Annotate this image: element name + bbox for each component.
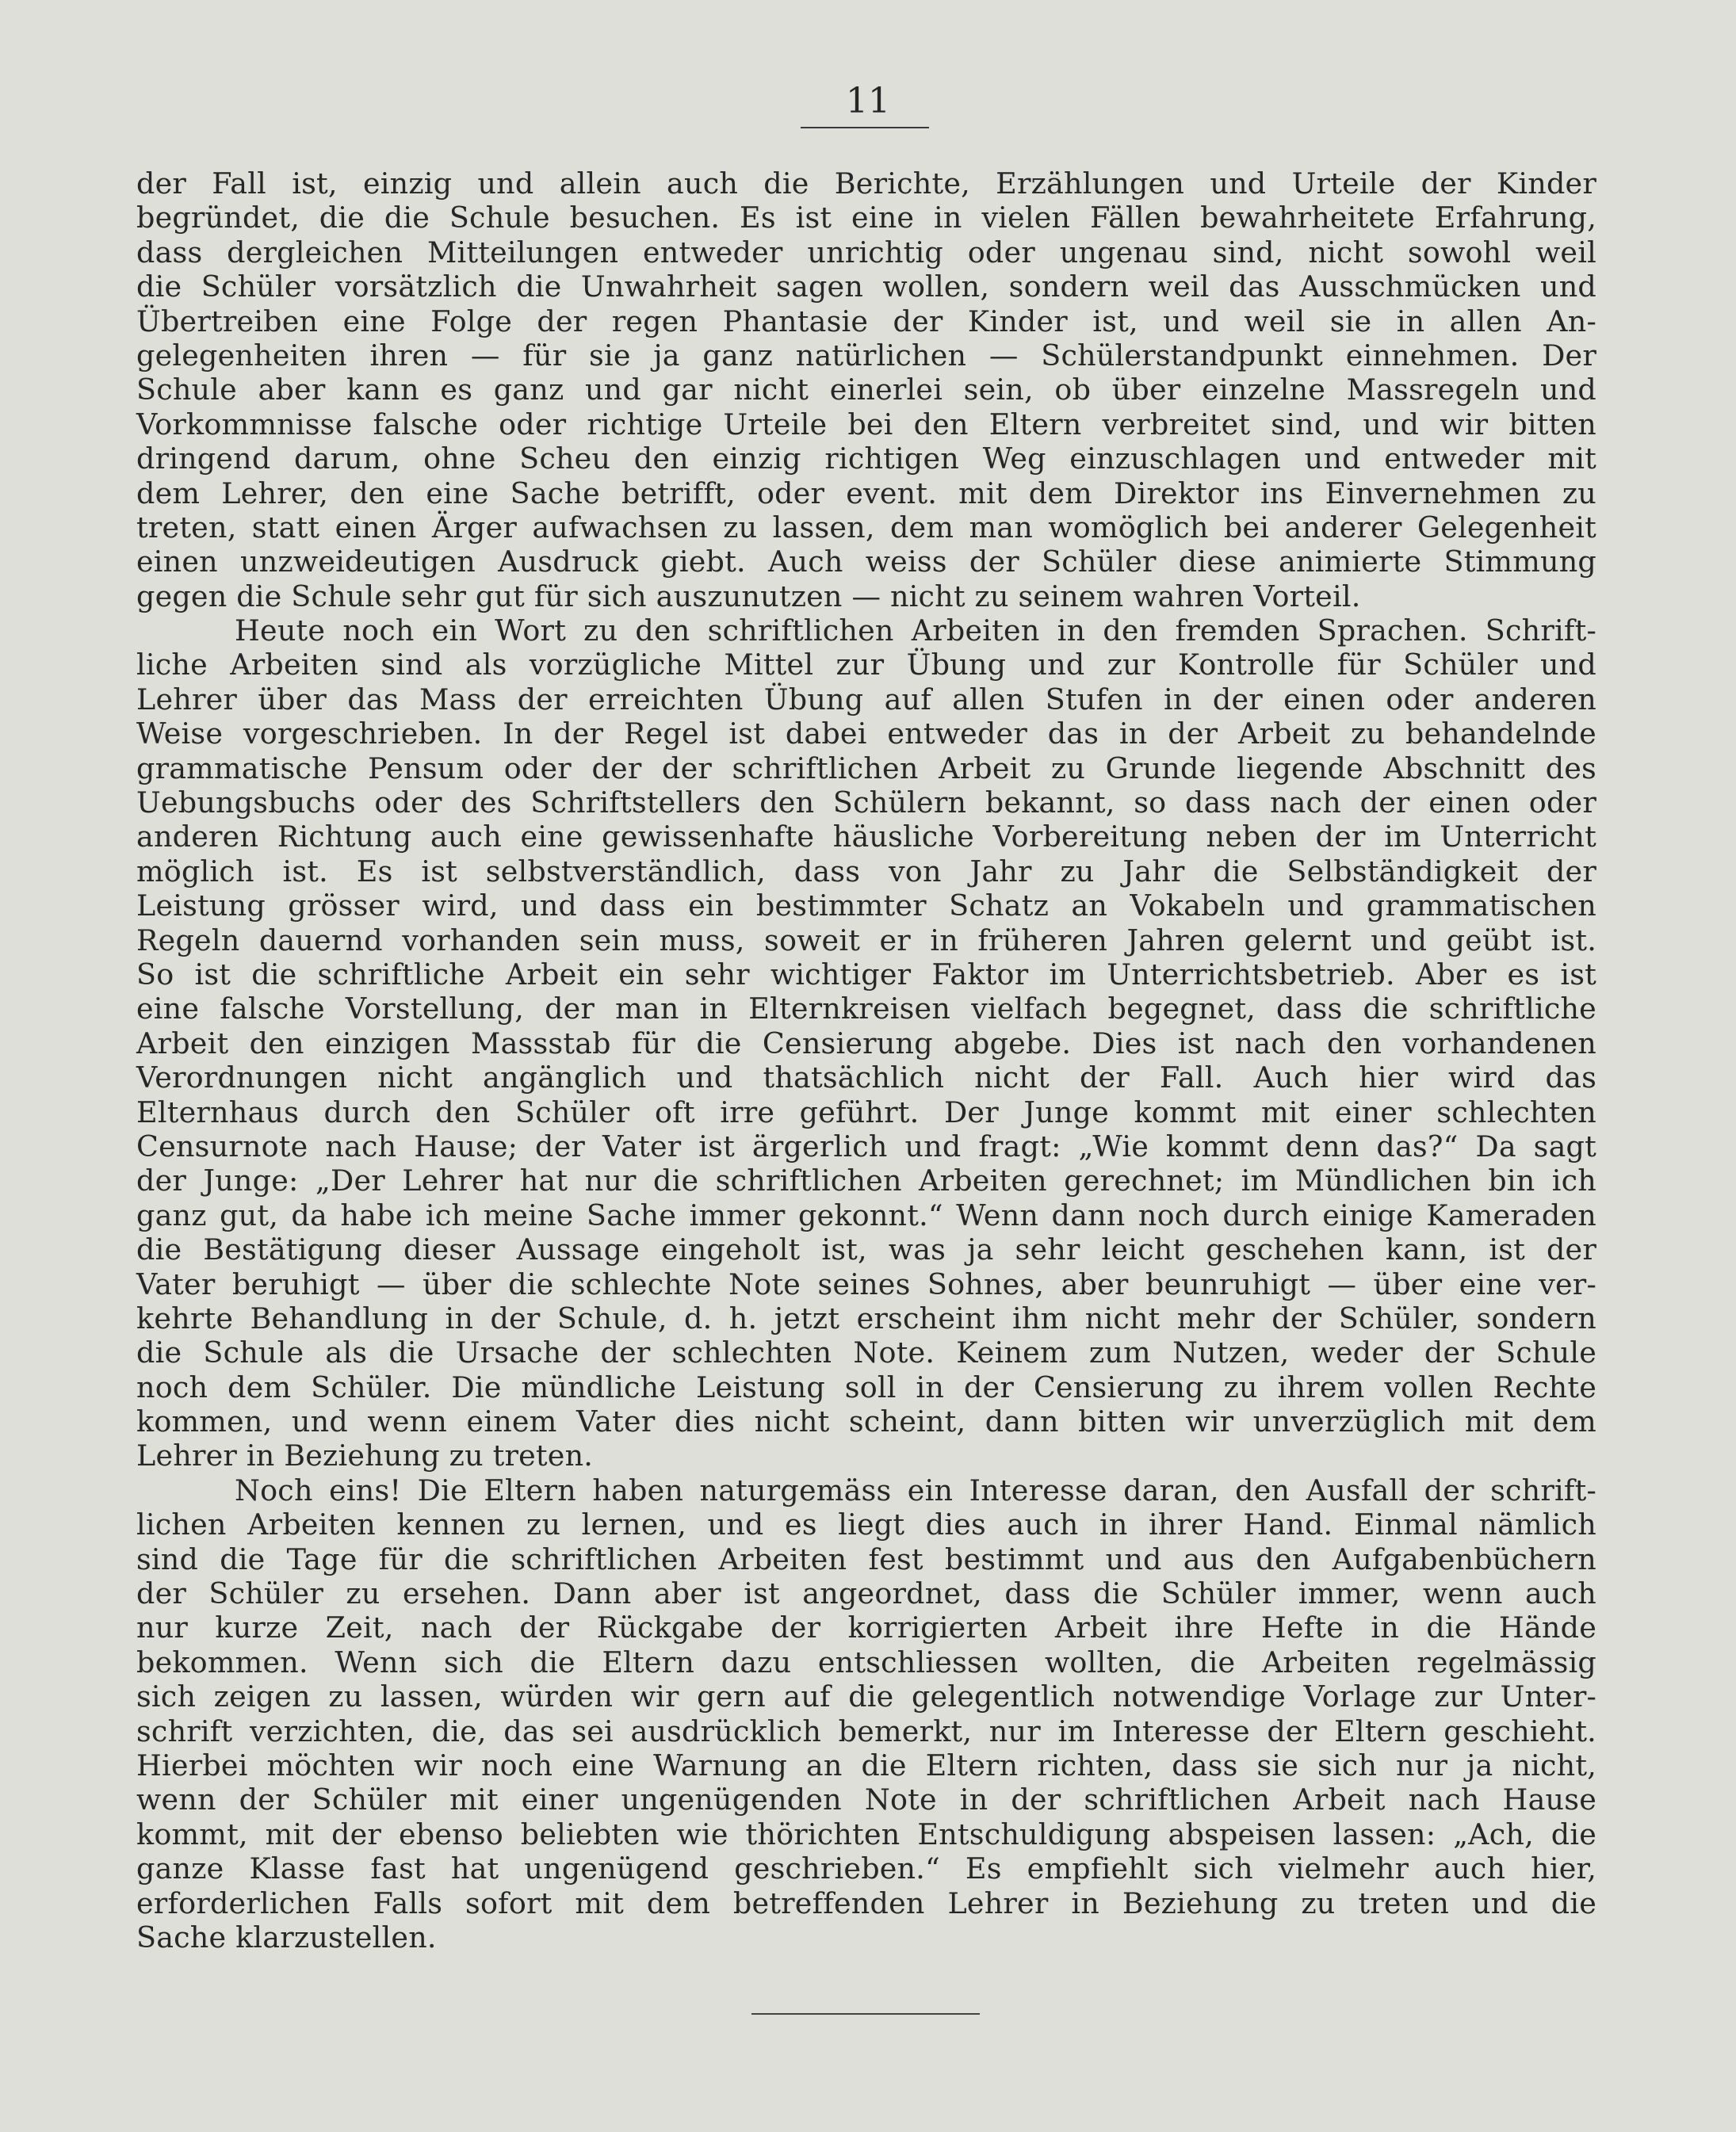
text-line: Censurnote nach Hause; der Vater ist ärgerlich und fragt: „Wie kommt denn das?“ Da sagt — [136, 1129, 1596, 1163]
paragraph — [136, 166, 1596, 613]
text-line: die Schüler vorsätzlich die Unwahrheit sagen wollen, sondern weil das Ausschmücken und — [136, 269, 1596, 304]
text-line: Verordnungen nicht angänglich und thatsächlich nicht der Fall. Auch hier wird das — [136, 1060, 1596, 1095]
text-line: grammatische Pensum oder der der schriftlichen Arbeit zu Grunde liegende Abschnitt des — [136, 751, 1596, 785]
paragraph — [136, 613, 1596, 1473]
text-line: Weise vorgeschrieben. In der Regel ist dabei entweder das in der Arbeit zu behandelnde — [136, 716, 1596, 751]
closing-rule — [751, 2013, 980, 2015]
text-line: ganz gut, da habe ich meine Sache immer gekonnt.“ Wenn dann noch durch einige Kameraden — [136, 1198, 1596, 1232]
text-line: die Bestätigung dieser Aussage eingeholt ist, was ja sehr leicht geschehen kann, ist der — [136, 1232, 1596, 1267]
text-line: Noch eins! Die Eltern haben naturgemäss ein Interesse daran, den Ausfall der schrift- — [235, 1473, 1596, 1507]
text-line: die Schule als die Ursache der schlechten Note. Keinem zum Nutzen, weder der Schule — [136, 1335, 1596, 1370]
text-line: der Junge: „Der Lehrer hat nur die schriftlichen Arbeiten gerechnet; im Mündlichen bin ich — [136, 1163, 1596, 1198]
text-line: bekommen. Wenn sich die Eltern dazu entschliessen wollten, die Arbeiten regelmässig — [136, 1645, 1596, 1679]
text-line: dringend darum, ohne Scheu den einzig richtigen Weg einzuschlagen und entweder mit — [136, 441, 1596, 476]
text-line: So ist die schriftliche Arbeit ein sehr wichtiger Faktor im Unterrichtsbetrieb. Aber es ist — [136, 957, 1596, 991]
text-line: wenn der Schüler mit einer ungenügenden Note in der schriftlichen Arbeit nach Hause — [136, 1782, 1596, 1817]
text-line: Hierbei möchten wir noch eine Warnung an die Eltern richten, dass sie sich nur ja nicht, — [136, 1748, 1596, 1782]
text-line: gelegenheiten ihren — für sie ja ganz natürlichen — Schülerstandpunkt einnehmen. Der — [136, 338, 1596, 373]
text-line: der Fall ist, einzig und allein auch die Berichte, Erzählungen und Urteile der Kinder — [136, 166, 1596, 201]
text-line: Sache klarzustellen. — [136, 1920, 437, 1954]
text-line: Lehrer in Beziehung zu treten. — [136, 1439, 594, 1473]
text-line: möglich ist. Es ist selbstverständlich, dass von Jahr zu Jahr die Selbständigkeit der — [136, 854, 1596, 888]
text-line: eine falsche Vorstellung, der man in Elternkreisen vielfach begegnet, dass die schriftliche — [136, 991, 1596, 1026]
text-line: Heute noch ein Wort zu den schriftlichen Arbeiten in den fremden Sprachen. Schrift- — [235, 613, 1596, 648]
paragraph — [136, 1473, 1596, 1954]
text-line: Elternhaus durch den Schüler oft irre geführt. Der Junge kommt mit einer schlechten — [136, 1095, 1596, 1129]
text-line: liche Arbeiten sind als vorzügliche Mittel zur Übung und zur Kontrolle für Schüler und — [136, 648, 1596, 682]
page-number-underline — [801, 127, 929, 128]
text-line: dem Lehrer, den eine Sache betrifft, oder event. mit dem Direktor ins Einvernehmen zu — [136, 476, 1596, 510]
text-line: Vater beruhigt — über die schlechte Note seines Sohnes, aber beunruhigt — über eine ver- — [136, 1267, 1596, 1301]
text-line: Uebungsbuchs oder des Schriftstellers den Schülern bekannt, so dass nach der einen oder — [136, 785, 1596, 820]
text-line: ganze Klasse fast hat ungenügend geschrieben.“ Es empfiehlt sich vielmehr auch hier, — [136, 1851, 1596, 1886]
text-line: Übertreiben eine Folge der regen Phantasie der Kinder ist, und weil sie in allen An- — [136, 304, 1596, 338]
text-line: begründet, die die Schule besuchen. Es ist eine in vielen Fällen bewahrheitete Erfahrung, — [136, 201, 1596, 235]
text-line: Schule aber kann es ganz und gar nicht einerlei sein, ob über einzelne Massregeln und — [136, 373, 1596, 407]
text-line: erforderlichen Falls sofort mit dem betreffenden Lehrer in Beziehung zu treten und die — [136, 1886, 1596, 1920]
page-number: 11 — [846, 81, 890, 121]
body-text — [136, 166, 1596, 1954]
text-line: treten, statt einen Ärger aufwachsen zu lassen, dem man womöglich bei anderer Gelegenheit — [136, 510, 1596, 544]
text-line: kommen, und wenn einem Vater dies nicht scheint, dann bitten wir unverzüglich mit dem — [136, 1404, 1596, 1439]
text-line: der Schüler zu ersehen. Dann aber ist angeordnet, dass die Schüler immer, wenn auch — [136, 1576, 1596, 1611]
text-line: Arbeit den einzigen Massstab für die Censierung abgebe. Dies ist nach den vorhandenen — [136, 1026, 1596, 1060]
text-line: anderen Richtung auch eine gewissenhafte häusliche Vorbereitung neben der im Unterricht — [136, 820, 1596, 854]
text-line: sich zeigen zu lassen, würden wir gern auf die gelegentlich notwendige Vorlage zur Unter- — [136, 1679, 1596, 1714]
text-line: lichen Arbeiten kennen zu lernen, und es liegt dies auch in ihrer Hand. Einmal nämlich — [136, 1507, 1596, 1542]
text-line: kommt, mit der ebenso beliebten wie thörichten Entschuldigung abspeisen lassen: „Ach, die — [136, 1817, 1596, 1851]
text-line: Vorkommnisse falsche oder richtige Urteile bei den Eltern verbreitet sind, und wir bitten — [136, 407, 1596, 441]
text-line: nur kurze Zeit, nach der Rückgabe der korrigierten Arbeit ihre Hefte in die Hände — [136, 1610, 1596, 1645]
text-line: Regeln dauernd vorhanden sein muss, soweit er in früheren Jahren gelernt und geübt ist. — [136, 923, 1596, 957]
text-line: Leistung grösser wird, und dass ein bestimmter Schatz an Vokabeln und grammatischen — [136, 888, 1596, 923]
text-line: sind die Tage für die schriftlichen Arbeiten fest bestimmt und aus den Aufgabenbüchern — [136, 1542, 1596, 1576]
text-line: Lehrer über das Mass der erreichten Übung auf allen Stufen in der einen oder anderen — [136, 682, 1596, 716]
text-line: einen unzweideutigen Ausdruck giebt. Auch weiss der Schüler diese animierte Stimmung — [136, 544, 1596, 579]
text-line: dass dergleichen Mitteilungen entweder unrichtig oder ungenau sind, nicht sowohl weil — [136, 235, 1596, 269]
text-line: gegen die Schule sehr gut für sich auszunutzen — nicht zu seinem wahren Vorteil. — [136, 579, 1361, 613]
text-line: schrift verzichten, die, das sei ausdrücklich bemerkt, nur im Interesse der Eltern geschieht. — [136, 1714, 1596, 1748]
text-line: noch dem Schüler. Die mündliche Leistung soll in der Censierung zu ihrem vollen Rechte — [136, 1370, 1596, 1404]
text-line: kehrte Behandlung in der Schule, d. h. jetzt erscheint ihm nicht mehr der Schüler, sondern — [136, 1301, 1596, 1335]
